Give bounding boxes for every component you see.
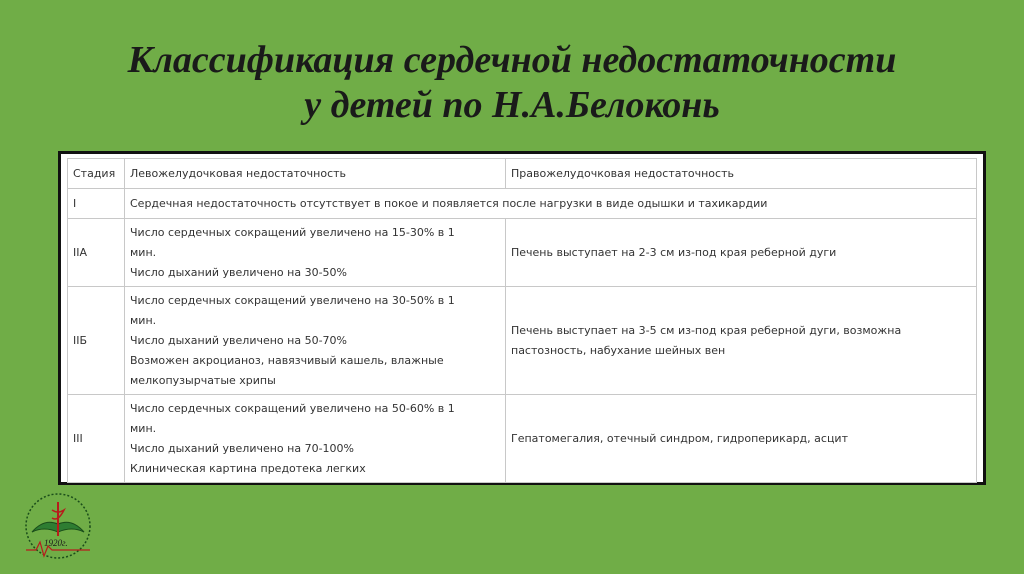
logo-emblem-icon bbox=[18, 492, 98, 564]
stage-cell: III bbox=[68, 395, 125, 483]
logo-year: 1920г. bbox=[44, 538, 68, 548]
cell-line: Число сердечных сокращений увеличено на 30-50% в 1 bbox=[130, 293, 455, 307]
cell-line: мелкопузырчатые хрипы bbox=[130, 373, 276, 387]
stage-cell: I bbox=[68, 189, 125, 219]
right-cell: Гепатомегалия, отечный синдром, гидроперикард, асцит bbox=[506, 395, 977, 483]
table-header-row bbox=[68, 159, 977, 189]
left-cell bbox=[125, 287, 506, 395]
cell-line: Печень выступает на 3-5 см из-под края реберной дуги, возможна bbox=[511, 323, 902, 337]
cell-line: мин. bbox=[130, 313, 157, 327]
cell-line: Число сердечных сокращений увеличено на 15-30% в 1 bbox=[130, 225, 455, 239]
cell-line: мин. bbox=[130, 421, 157, 435]
header-stage: Стадия bbox=[68, 159, 125, 189]
table-frame bbox=[58, 151, 986, 485]
stage-cell: IIБ bbox=[68, 287, 125, 395]
university-logo bbox=[18, 492, 98, 564]
left-cell bbox=[125, 395, 506, 483]
cell-line: Число дыханий увеличено на 70-100% bbox=[130, 441, 354, 455]
stage-cell: IIA bbox=[68, 219, 125, 287]
header-right: Правожелудочковая недостаточность bbox=[506, 159, 977, 189]
cell-line: Возможен акроцианоз, навязчивый кашель, влажные bbox=[130, 353, 444, 367]
title-line-1: Классификация сердечной недостаточности bbox=[127, 39, 897, 81]
right-cell bbox=[506, 287, 977, 395]
right-cell: Печень выступает на 2-3 см из-под края реберной дуги bbox=[506, 219, 977, 287]
merged-cell: Сердечная недостаточность отсутствует в покое и появляется после нагрузки в виде одышки и тахикардии bbox=[125, 189, 977, 219]
cell-line: Число сердечных сокращений увеличено на 50-60% в 1 bbox=[130, 401, 455, 415]
cell-line: Число дыханий увеличено на 50-70% bbox=[130, 333, 347, 347]
cell-line: мин. bbox=[130, 245, 157, 259]
left-cell bbox=[125, 219, 506, 287]
table-row bbox=[68, 219, 977, 287]
table-row bbox=[68, 287, 977, 395]
cell-line: Число дыханий увеличено на 30-50% bbox=[130, 265, 347, 279]
table-row bbox=[68, 189, 977, 219]
table-row bbox=[68, 395, 977, 483]
slide-title bbox=[0, 38, 1024, 128]
classification-table bbox=[67, 158, 977, 483]
header-left: Левожелудочковая недостаточность bbox=[125, 159, 506, 189]
title-line-2: у детей по Н.А.Белоконь bbox=[304, 84, 720, 126]
cell-line: пастозность, набухание шейных вен bbox=[511, 343, 726, 357]
cell-line: Клиническая картина предотека легких bbox=[130, 461, 366, 475]
